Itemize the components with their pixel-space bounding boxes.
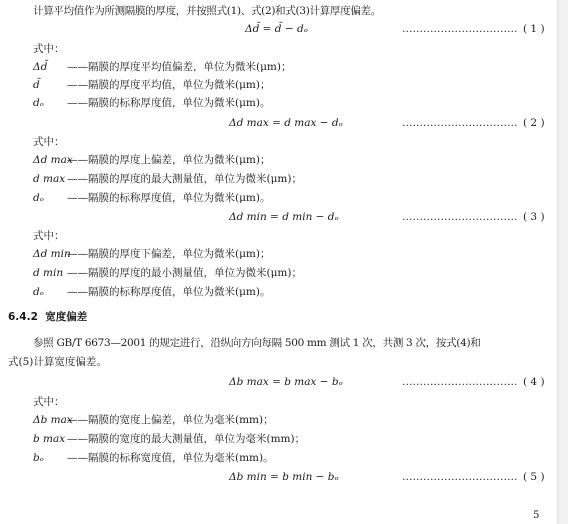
symbol: Δb max — [33, 414, 73, 426]
definition-item — [33, 153, 270, 167]
definition-item — [33, 172, 302, 186]
definition-text: ——隔膜的宽度的最大测量值，单位为毫米(mm)； — [67, 433, 306, 445]
symbol: bₒ — [33, 452, 44, 464]
definition-item — [33, 432, 305, 446]
equation-2-number: ( 2 ) — [523, 117, 545, 129]
definition-text: ——隔膜的宽度上偏差，单位为毫米(mm)； — [67, 414, 274, 426]
equation-5-number: ( 5 ) — [523, 471, 545, 483]
equation-5-leader: …………………………… — [402, 471, 518, 483]
definition-text: ——隔膜的标称宽度值，单位为毫米(mm)。 — [67, 452, 274, 464]
equation-1-leader: …………………………… — [402, 23, 518, 35]
definition-item — [33, 96, 270, 110]
where-label: 式中： — [33, 43, 65, 55]
symbol: dₒ — [33, 97, 44, 109]
definition-item — [33, 60, 291, 74]
page-number: 5 — [533, 510, 540, 521]
equation-1-number: ( 1 ) — [523, 23, 545, 35]
where-label: 式中： — [33, 230, 65, 242]
definition-text: ——隔膜的厚度平均值偏差，单位为微米(μm)； — [67, 61, 292, 73]
definition-item — [33, 191, 270, 205]
paragraph-line: 参照 GB/T 6673—2001 的规定进行，沿纵向方向每隔 500 mm 测试 1 次，共测 3 次，按式(4)和 — [33, 337, 481, 349]
section-title: 宽度偏差 — [45, 311, 88, 323]
definition-item — [33, 285, 270, 299]
where-label: 式中： — [33, 136, 65, 148]
equation-2: Δd max = d max − dₒ — [229, 117, 343, 129]
definition-item — [33, 247, 270, 261]
equation-4-leader: …………………………… — [402, 376, 518, 388]
symbol: d̄ — [33, 79, 40, 91]
definition-item — [33, 451, 274, 465]
equation-2-leader: …………………………… — [402, 117, 518, 129]
equation-3-leader: …………………………… — [402, 211, 518, 223]
definition-text: ——隔膜的厚度的最小测量值，单位为微米(μm)； — [67, 267, 302, 279]
definition-text: ——隔膜的厚度上偏差，单位为微米(μm)； — [67, 154, 271, 166]
definition-item — [33, 413, 274, 427]
section-number: 6.4.2 — [8, 311, 38, 323]
symbol: d min — [33, 267, 64, 279]
section-heading — [8, 310, 87, 324]
definition-text: ——隔膜的厚度平均值，单位为微米(μm)； — [67, 79, 271, 91]
intro-text: 计算平均值作为所测隔膜的厚度，并按照式(1)、式(2)和式(3)计算厚度偏差。 — [33, 5, 381, 17]
equation-4: Δb max = b max − bₒ — [229, 376, 343, 388]
symbol: dₒ — [33, 192, 44, 204]
symbol: b max — [33, 433, 66, 445]
equation-4-number: ( 4 ) — [523, 376, 545, 388]
symbol: d max — [33, 173, 66, 185]
equation-5: Δb min = b min − bₒ — [229, 471, 339, 483]
symbol: dₒ — [33, 286, 44, 298]
where-label: 式中： — [33, 396, 65, 408]
definition-item — [33, 78, 270, 92]
equation-3-number: ( 3 ) — [523, 211, 545, 223]
definition-text: ——隔膜的标称厚度值，单位为微米(μm)。 — [67, 286, 271, 298]
definition-text: ——隔膜的标称厚度值，单位为微米(μm)。 — [67, 97, 271, 109]
definition-text: ——隔膜的厚度的最大测量值，单位为微米(μm)； — [67, 173, 302, 185]
definition-text: ——隔膜的厚度下偏差，单位为微米(μm)； — [67, 248, 271, 260]
definition-text: ——隔膜的标称厚度值，单位为微米(μm)。 — [67, 192, 271, 204]
equation-3: Δd min = d min − dₒ — [229, 211, 339, 223]
symbol: Δd̄ — [33, 61, 48, 73]
equation-1: Δd̄ = d̄ − dₒ — [245, 23, 308, 35]
scrollbar-track[interactable] — [557, 0, 568, 524]
symbol: Δd max — [33, 154, 73, 166]
symbol: Δd min — [33, 248, 71, 260]
definition-item — [33, 266, 302, 280]
paragraph-line: 式(5)计算宽度偏差。 — [8, 356, 107, 368]
